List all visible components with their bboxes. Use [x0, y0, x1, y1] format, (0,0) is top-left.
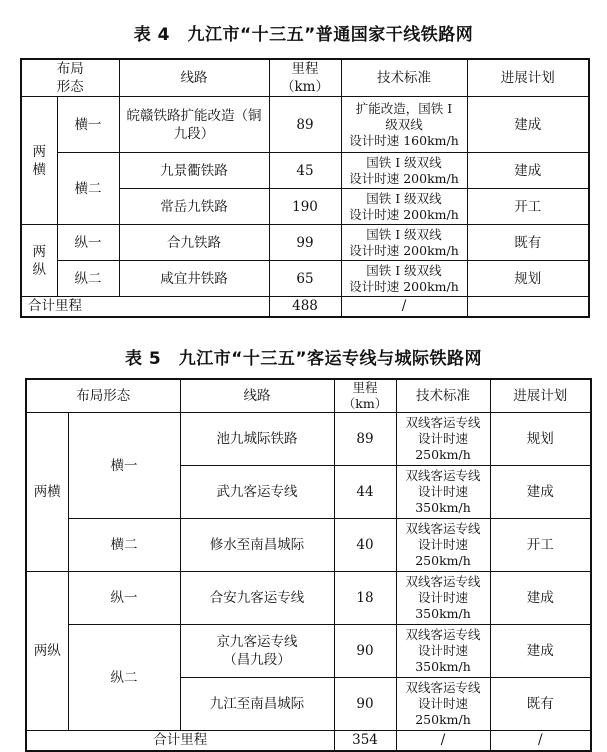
table4-total-mileage: 488 [269, 297, 341, 317]
table5-sub-layout: 横二 [68, 519, 180, 572]
table4-header-layout: 布局 形态 [21, 59, 119, 97]
table5-total-mileage: 354 [334, 731, 396, 751]
table4-standard: 国铁 I 级双线 设计时速 200km/h [341, 261, 467, 297]
table4-sub-layout: 纵一 [57, 225, 119, 261]
table4-plan: 建成 [467, 97, 589, 153]
table4-group-horizontal: 两 横 [21, 97, 57, 225]
table5-sub-layout: 纵一 [68, 572, 180, 625]
table4-plan: 既有 [467, 225, 589, 261]
table5-sub-layout: 横一 [68, 413, 180, 519]
table5-route: 合安九客运专线 [180, 572, 334, 625]
table4-route: 合九铁路 [119, 225, 269, 261]
table4-plan: 规划 [467, 261, 589, 297]
table4-total-label: 合计里程 [21, 297, 269, 317]
table4 [20, 58, 590, 318]
table4-mileage: 99 [269, 225, 341, 261]
table5-header-mileage: 里程（km） [334, 379, 396, 413]
table5-standard: 双线客运专线 设计时速 350km/h [396, 572, 490, 625]
table5-mileage: 18 [334, 572, 396, 625]
table5-header-route: 线路 [180, 379, 334, 413]
table5-total-label: 合计里程 [26, 731, 334, 751]
table-row [26, 413, 591, 466]
table-row [26, 519, 591, 572]
table5-mileage: 44 [334, 466, 396, 519]
table4-total-plan [467, 297, 589, 317]
table5-group-horizontal: 两横 [26, 413, 68, 572]
table5-plan: 建成 [490, 625, 591, 678]
table5-header-plan: 进展计划 [490, 379, 591, 413]
table-row [26, 572, 591, 625]
table4-standard: 国铁 I 级双线 设计时速 200km/h [341, 153, 467, 189]
table4-sub-layout: 纵二 [57, 261, 119, 297]
table5-caption: 表 5 九江市“十三五”客运专线与城际铁路网 [124, 349, 483, 369]
table5-header-standard: 技术标准 [396, 379, 490, 413]
table-row [26, 625, 591, 678]
table4-mileage: 190 [269, 189, 341, 225]
table5-standard: 双线客运专线 设计时速 250km/h [396, 678, 490, 731]
table-row [21, 225, 589, 261]
table5-plan: 既有 [490, 678, 591, 731]
table5-route: 京九客运专线 （昌九段） [180, 625, 334, 678]
table5 [25, 378, 592, 752]
table4-header-plan: 进展计划 [467, 59, 589, 97]
table5-mileage: 90 [334, 625, 396, 678]
table4-standard: 扩能改造，国铁 I 级双线 设计时速 160km/h [341, 97, 467, 153]
table4-header-standard: 技术标准 [341, 59, 467, 97]
table5-mileage: 40 [334, 519, 396, 572]
table4-sub-layout: 横二 [57, 153, 119, 225]
table5-plan: 规划 [490, 413, 591, 466]
table4-plan: 建成 [467, 153, 589, 189]
table4-total-standard: / [341, 297, 467, 317]
table5-standard: 双线客运专线 设计时速 250km/h [396, 413, 490, 466]
table4-mileage: 89 [269, 97, 341, 153]
table5-standard: 双线客运专线 设计时速 350km/h [396, 625, 490, 678]
table5-standard: 双线客运专线 设计时速 350km/h [396, 466, 490, 519]
table-row [21, 97, 589, 153]
table5-route: 池九城际铁路 [180, 413, 334, 466]
table4-route: 咸宜井铁路 [119, 261, 269, 297]
table5-header-row [26, 379, 591, 413]
table4-total-row [21, 297, 589, 317]
table5-total-plan: / [490, 731, 591, 751]
table5-route: 修水至南昌城际 [180, 519, 334, 572]
table4-mileage: 45 [269, 153, 341, 189]
table-row [21, 261, 589, 297]
table5-header-layout: 布局形态 [26, 379, 180, 413]
table4-plan: 开工 [467, 189, 589, 225]
table5-total-standard: / [396, 731, 490, 751]
table5-mileage: 89 [334, 413, 396, 466]
table5-mileage: 90 [334, 678, 396, 731]
table4-route: 皖赣铁路扩能改造（铜 九段） [119, 97, 269, 153]
table5-standard: 双线客运专线 设计时速 250km/h [396, 519, 490, 572]
table4-route: 常岳九铁路 [119, 189, 269, 225]
table5-route: 九江至南昌城际 [180, 678, 334, 731]
table-row [21, 153, 589, 189]
table4-mileage: 65 [269, 261, 341, 297]
table4-group-vertical: 两 纵 [21, 225, 57, 297]
table4-header-mileage: 里程 （km） [269, 59, 341, 97]
table5-sub-layout: 纵二 [68, 625, 180, 731]
table4-header-row [21, 59, 589, 97]
table4-standard: 国铁 I 级双线 设计时速 200km/h [341, 189, 467, 225]
table4-caption: 表 4 九江市“十三五”普通国家干线铁路网 [133, 25, 474, 45]
table5-plan: 开工 [490, 519, 591, 572]
table4-header-route: 线路 [119, 59, 269, 97]
table5-plan: 建成 [490, 466, 591, 519]
table5-plan: 建成 [490, 572, 591, 625]
table5-route: 武九客运专线 [180, 466, 334, 519]
table5-group-vertical: 两纵 [26, 572, 68, 731]
table4-route: 九景衢铁路 [119, 153, 269, 189]
table4-standard: 国铁 I 级双线 设计时速 200km/h [341, 225, 467, 261]
table4-sub-layout: 横一 [57, 97, 119, 153]
